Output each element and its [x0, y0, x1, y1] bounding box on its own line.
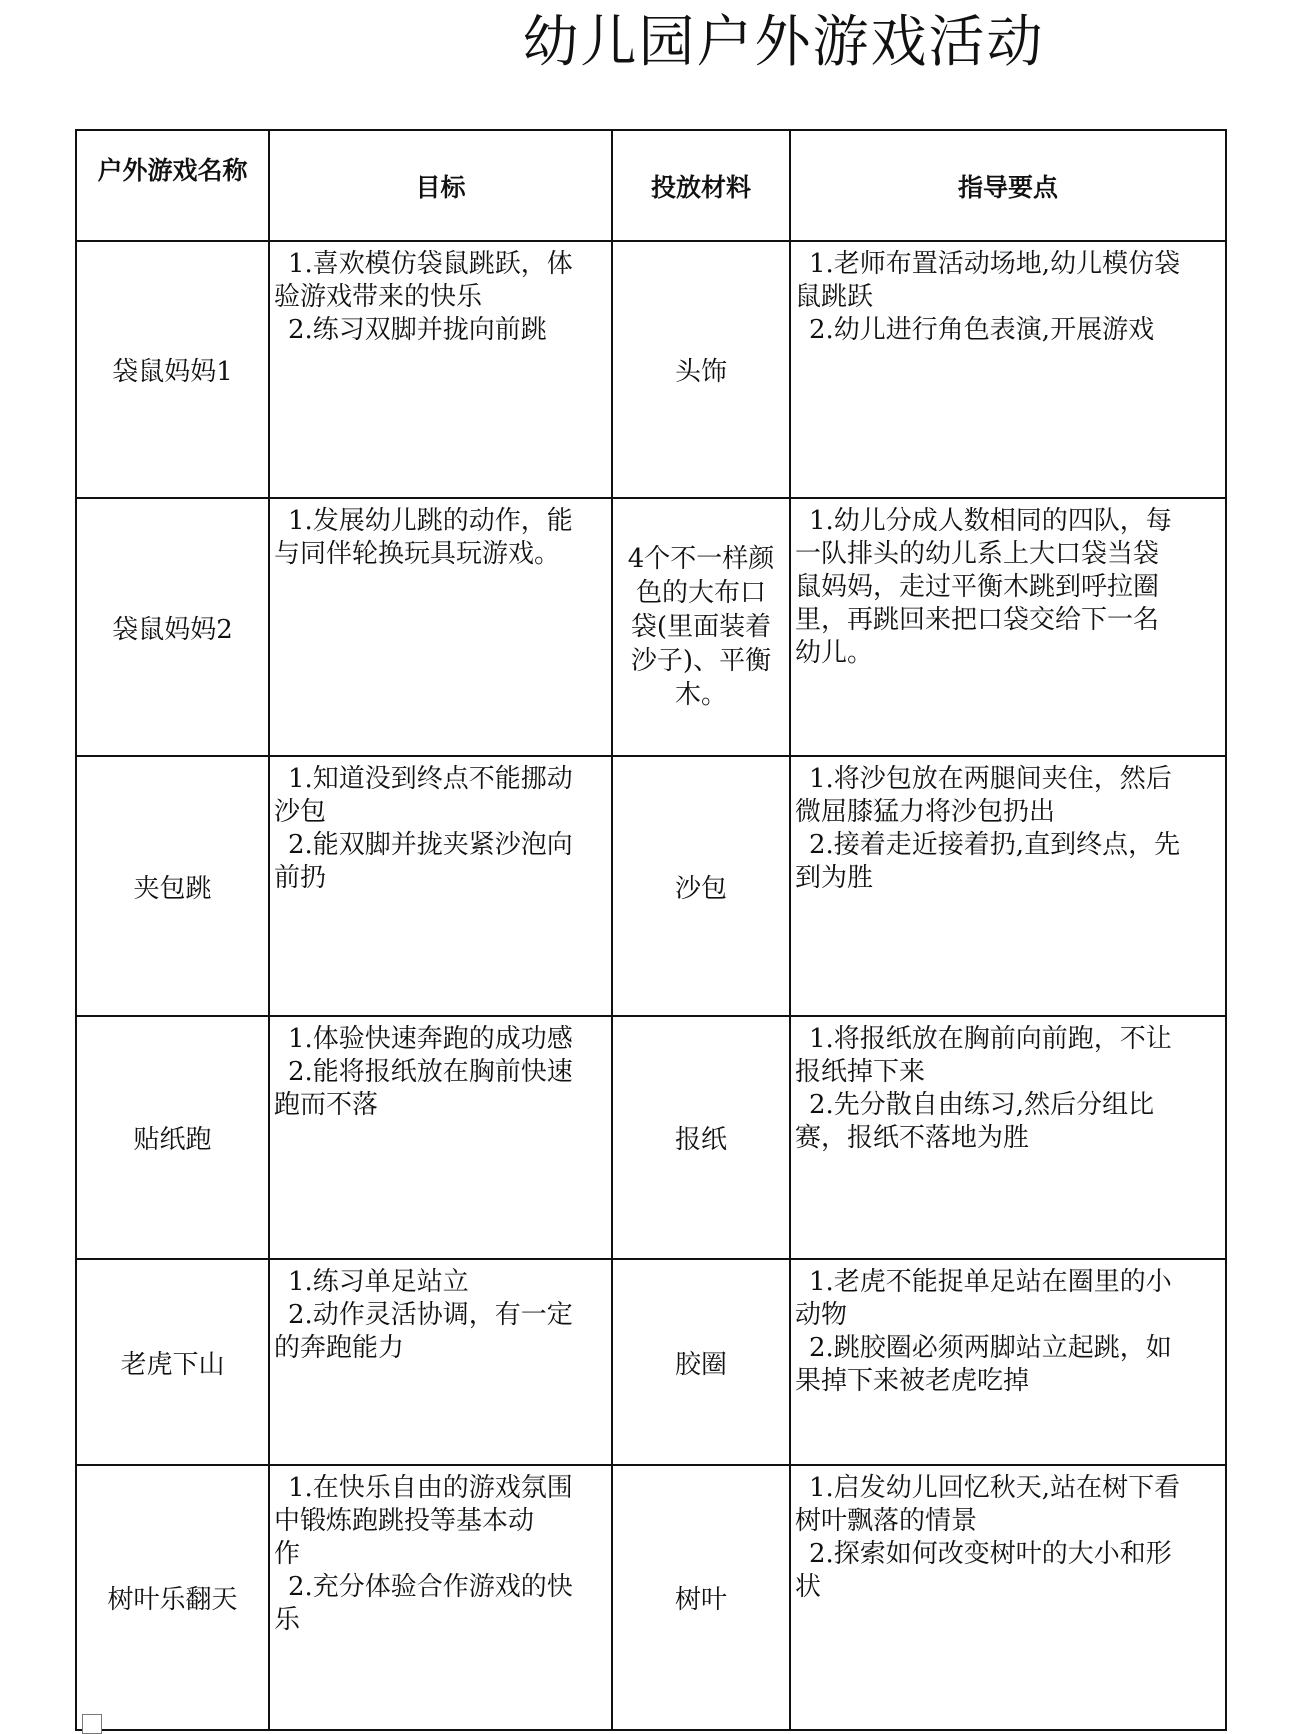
text-line: 沙包	[274, 797, 327, 827]
goal-cell	[269, 1465, 612, 1730]
text-line: 跑而不落	[274, 1090, 379, 1120]
game-name: 夹包跳	[76, 756, 269, 1016]
text-line: 1.老师布置活动场地,幼儿模仿袋	[809, 249, 1181, 279]
text-line: 报纸掉下来	[795, 1057, 926, 1087]
text-line: 色的大布口	[635, 578, 766, 608]
text-line: 与同伴轮换玩具玩游戏。	[274, 539, 561, 569]
text-line: 树叶飘落的情景	[795, 1506, 978, 1536]
game-name: 贴纸跑	[76, 1016, 269, 1259]
game-name: 袋鼠妈妈1	[76, 241, 269, 498]
guide-cell	[790, 498, 1226, 756]
text-line: 2.接着走近接着扔,直到终点，先	[809, 830, 1181, 860]
goal-cell	[269, 241, 612, 498]
game-name: 袋鼠妈妈2	[76, 498, 269, 756]
text-line: 木。	[674, 680, 727, 710]
text-line: 赛，报纸不落地为胜	[795, 1123, 1030, 1153]
text-line: 中锻炼跑跳投等基本动	[274, 1506, 535, 1536]
material-cell: 沙包	[612, 756, 790, 1016]
game-name: 树叶乐翻天	[76, 1465, 269, 1730]
text-line: 状	[795, 1572, 822, 1602]
table-row	[76, 1259, 1226, 1465]
checkbox[interactable]	[82, 1714, 102, 1734]
text-line: 微屈膝猛力将沙包扔出	[795, 797, 1056, 827]
table-row	[76, 1016, 1226, 1259]
text-line: 一队排头的幼儿系上大口袋当袋	[795, 539, 1160, 569]
goal-cell	[269, 756, 612, 1016]
text-line: 作	[274, 1539, 301, 1569]
table-row	[76, 1465, 1226, 1730]
text-line: 到为胜	[795, 863, 874, 893]
header-goal: 目标	[269, 130, 612, 241]
text-line: 乐	[274, 1605, 301, 1635]
guide-cell	[790, 1465, 1226, 1730]
guide-cell	[790, 1259, 1226, 1465]
guide-cell	[790, 1016, 1226, 1259]
text-line: 1.将沙包放在两腿间夹住，然后	[809, 764, 1172, 794]
table-row	[76, 241, 1226, 498]
text-line: 1.在快乐自由的游戏氛围	[288, 1473, 573, 1503]
text-line: 1.喜欢模仿袋鼠跳跃，体	[288, 249, 573, 279]
header-name: 户外游戏名称	[76, 130, 269, 241]
material-cell: 报纸	[612, 1016, 790, 1259]
text-line: 前扔	[274, 863, 327, 893]
table-row	[76, 756, 1226, 1016]
text-line: 2.练习双脚并拢向前跳	[288, 315, 547, 345]
text-line: 1.发展幼儿跳的动作，能	[288, 506, 573, 536]
text-line: 1.体验快速奔跑的成功感	[288, 1024, 573, 1054]
text-line: 2.跳胶圈必须两脚站立起跳，如	[809, 1333, 1172, 1363]
text-line: 2.能将报纸放在胸前快速	[288, 1057, 573, 1087]
text-line: 沙子)、平衡	[630, 646, 772, 676]
guide-cell	[790, 241, 1226, 498]
text-line: 2.探索如何改变树叶的大小和形	[809, 1539, 1172, 1569]
goal-cell	[269, 498, 612, 756]
activity-table	[75, 129, 1227, 1731]
text-line: 1.启发幼儿回忆秋天,站在树下看	[809, 1473, 1181, 1503]
goal-cell	[269, 1016, 612, 1259]
text-line: 验游戏带来的快乐	[274, 282, 483, 312]
text-line: 2.动作灵活协调，有一定	[288, 1300, 573, 1330]
text-line: 1.将报纸放在胸前向前跑，不让	[809, 1024, 1172, 1054]
material-cell: 胶圈	[612, 1259, 790, 1465]
table-header-row	[76, 130, 1226, 241]
text-line: 幼儿。	[795, 638, 874, 668]
goal-cell	[269, 1259, 612, 1465]
text-line: 4个不一样颜	[627, 544, 775, 574]
text-line: 鼠跳跃	[795, 282, 874, 312]
text-line: 鼠妈妈，走过平衡木跳到呼拉圈	[795, 572, 1160, 602]
text-line: 2.先分散自由练习,然后分组比	[809, 1090, 1155, 1120]
text-line: 袋(里面装着	[630, 612, 772, 642]
material-cell	[612, 498, 790, 756]
text-line: 1.老虎不能捉单足站在圈里的小	[809, 1267, 1172, 1297]
header-material: 投放材料	[612, 130, 790, 241]
page-title: 幼儿园户外游戏活动	[522, 10, 1045, 75]
text-line: 1.练习单足站立	[288, 1267, 469, 1297]
text-line: 里，再跳回来把口袋交给下一名	[795, 605, 1160, 635]
text-line: 2.能双脚并拢夹紧沙泡向	[288, 830, 573, 860]
material-cell: 头饰	[612, 241, 790, 498]
header-guide: 指导要点	[790, 130, 1226, 241]
guide-cell	[790, 756, 1226, 1016]
table-row	[76, 498, 1226, 756]
text-line: 动物	[795, 1300, 848, 1330]
material-cell: 树叶	[612, 1465, 790, 1730]
text-line: 2.幼儿进行角色表演,开展游戏	[809, 315, 1155, 345]
text-line: 1.幼儿分成人数相同的四队，每	[809, 506, 1172, 536]
game-name: 老虎下山	[76, 1259, 269, 1465]
text-line: 的奔跑能力	[274, 1333, 405, 1363]
text-line: 1.知道没到终点不能挪动	[288, 764, 573, 794]
text-line: 果掉下来被老虎吃掉	[795, 1366, 1030, 1396]
text-line: 2.充分体验合作游戏的快	[288, 1572, 573, 1602]
